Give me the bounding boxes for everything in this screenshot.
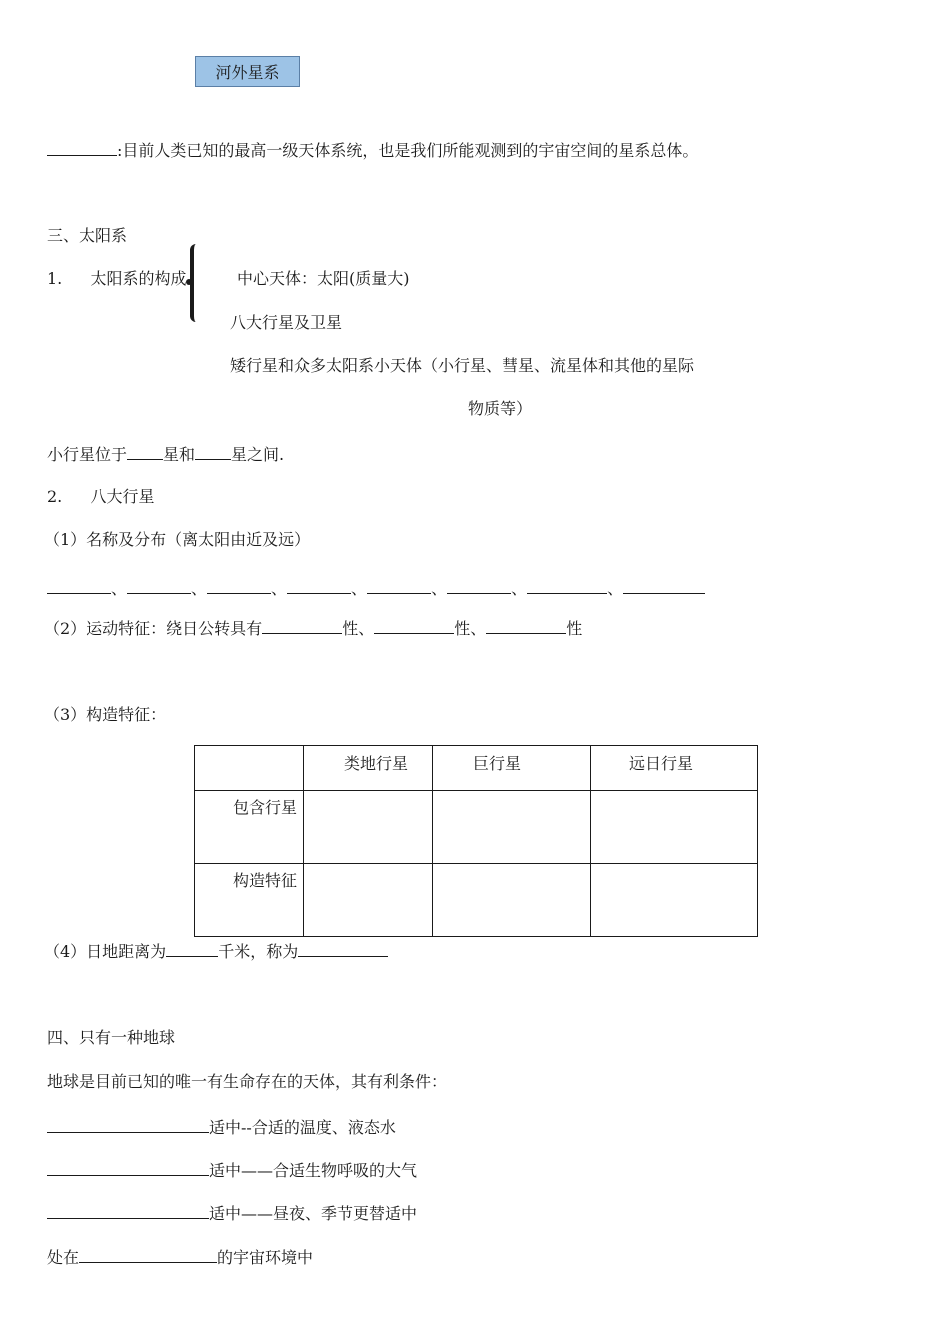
condition-1-text: 适中--合适的温度、液态水: [209, 1118, 396, 1137]
fill-blank[interactable]: [47, 1202, 209, 1219]
fill-blank[interactable]: [195, 443, 231, 460]
table-cell[interactable]: [433, 864, 591, 937]
composition-center: 中心天体：太阳(质量大): [237, 269, 410, 288]
item-2-number: 2.: [47, 487, 63, 506]
motion-text-b: 性、: [342, 619, 375, 638]
fill-blank[interactable]: [47, 577, 111, 594]
condition-2: [47, 1159, 417, 1181]
subsection-2: [44, 617, 582, 639]
table-header-cell: [591, 746, 758, 791]
table-row: [195, 864, 758, 937]
table-header-cell: [433, 746, 591, 791]
header-giant: 巨行星: [473, 754, 522, 773]
galaxy-term-box: [195, 56, 300, 87]
motion-text-d: 性: [566, 619, 583, 638]
fill-blank[interactable]: [298, 940, 388, 957]
separator: 、: [431, 579, 448, 598]
galaxy-term-label: 河外星系: [215, 63, 280, 82]
fill-blank[interactable]: [447, 577, 511, 594]
separator: 、: [271, 579, 288, 598]
separator: 、: [511, 579, 528, 598]
section-4-heading: 四、只有一种地球: [47, 1028, 176, 1047]
condition-1: [47, 1116, 396, 1138]
motion-text-a: （2）运动特征：绕日公转具有: [44, 619, 263, 638]
separator: 、: [111, 579, 128, 598]
fill-blank[interactable]: [527, 577, 607, 594]
fill-blank[interactable]: [486, 617, 566, 634]
fill-blank[interactable]: [127, 443, 163, 460]
asteroid-text-a: 小行星位于: [47, 445, 128, 464]
fill-blank[interactable]: [47, 1116, 209, 1133]
motion-text-c: 性、: [454, 619, 487, 638]
fill-blank[interactable]: [47, 1159, 209, 1176]
asteroid-belt-line: [47, 443, 284, 465]
asteroid-text-b: 星和: [163, 445, 196, 464]
header-terrestrial: 类地行星: [344, 754, 409, 773]
fill-blank[interactable]: [207, 577, 271, 594]
separator: 、: [191, 579, 208, 598]
table-header-cell: [195, 746, 304, 791]
item-1-text: 太阳系的构成: [90, 269, 187, 288]
table-cell[interactable]: [591, 864, 758, 937]
table-header-cell: [304, 746, 433, 791]
table-cell[interactable]: [304, 791, 433, 864]
item-2-text: 八大行星: [90, 487, 155, 506]
universe-definition-text: :目前人类已知的最高一级天体系统，也是我们所能观测到的宇宙空间的星系总体。: [117, 141, 699, 160]
distance-text-a: （4）日地距离为: [44, 942, 167, 961]
table-header-row: [195, 746, 758, 791]
separator: 、: [351, 579, 368, 598]
fill-blank[interactable]: [127, 577, 191, 594]
composition-small-bodies-cont: 物质等）: [468, 399, 533, 418]
planet-structure-table: [194, 745, 758, 937]
item-1-number: 1.: [47, 269, 63, 288]
environment-line: [47, 1246, 313, 1268]
item-2: [47, 487, 154, 507]
section-4-intro: 地球是目前已知的唯一有生命存在的天体，其有利条件：: [47, 1072, 448, 1091]
distance-text-b: 千米，称为: [218, 942, 299, 961]
asteroid-text-c: 星之间.: [231, 445, 285, 464]
condition-3-text: 适中——昼夜、季节更替适中: [209, 1204, 418, 1223]
condition-2-text: 适中——合适生物呼吸的大气: [209, 1161, 418, 1180]
subsection-1: （1）名称及分布（离太阳由近及远）: [44, 530, 311, 549]
composition-small-bodies: 矮行星和众多太阳系小天体（小行星、彗星、流星体和其他的星际: [230, 356, 695, 375]
fill-blank[interactable]: [166, 940, 218, 957]
table-cell[interactable]: [304, 864, 433, 937]
fill-blank[interactable]: [47, 139, 117, 156]
table-cell[interactable]: [591, 791, 758, 864]
fill-blank[interactable]: [623, 577, 705, 594]
brace-tip: [186, 279, 192, 285]
universe-definition: [47, 139, 698, 161]
table-row: [195, 791, 758, 864]
condition-3: [47, 1202, 417, 1224]
environment-text-a: 处在: [47, 1248, 80, 1267]
fill-blank[interactable]: [367, 577, 431, 594]
fill-blank[interactable]: [262, 617, 342, 634]
environment-text-b: 的宇宙环境中: [217, 1248, 314, 1267]
fill-blank[interactable]: [287, 577, 351, 594]
row-label-cell: [195, 864, 304, 937]
planet-names-blanks: [47, 577, 705, 599]
subsection-3: （3）构造特征：: [44, 705, 167, 724]
subsection-4: [44, 940, 388, 962]
row-label-structure: 构造特征: [233, 871, 298, 890]
composition-planets: 八大行星及卫星: [230, 313, 343, 332]
fill-blank[interactable]: [79, 1246, 217, 1263]
row-label-planets: 包含行星: [233, 798, 298, 817]
row-label-cell: [195, 791, 304, 864]
item-1: [47, 269, 186, 289]
table-cell[interactable]: [433, 791, 591, 864]
separator: 、: [607, 579, 624, 598]
header-ice-giant: 远日行星: [629, 754, 694, 773]
fill-blank[interactable]: [374, 617, 454, 634]
section-3-heading: 三、太阳系: [47, 226, 128, 245]
